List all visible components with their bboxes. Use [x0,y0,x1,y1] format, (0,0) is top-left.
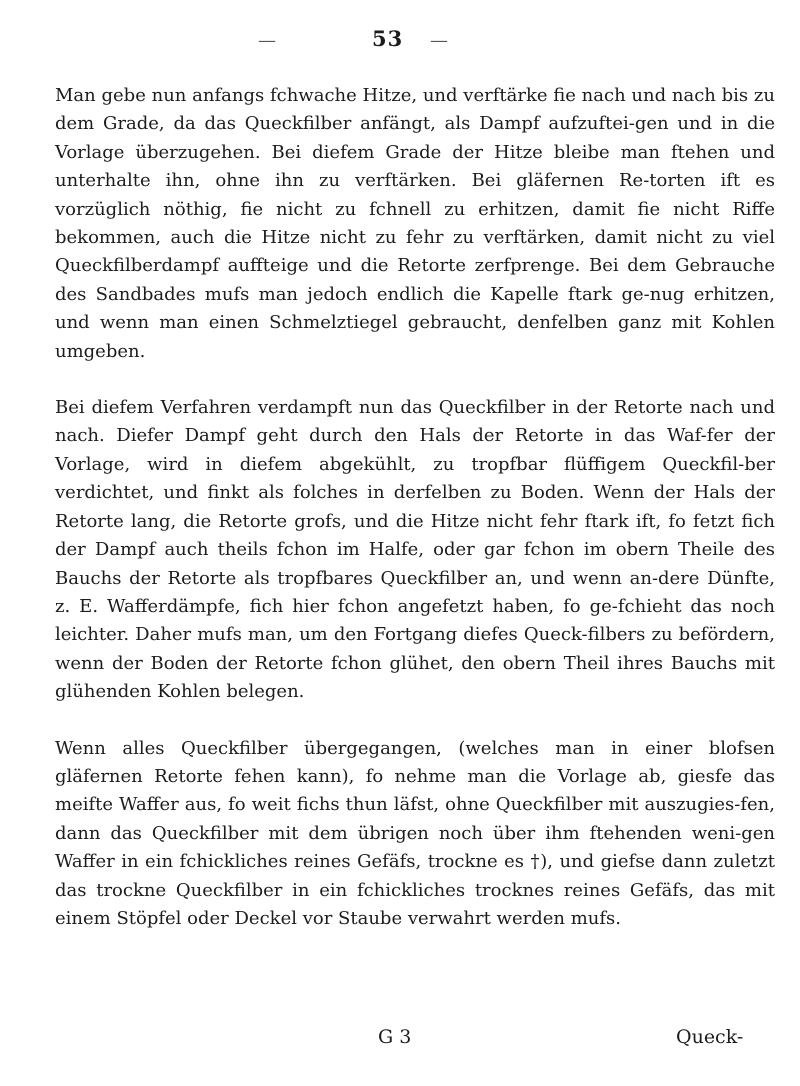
header-dash-right: — [430,30,448,51]
catchword: Queck- [676,1026,744,1048]
body-text [55,82,775,933]
header-dash-left: — [258,30,276,51]
signature-mark: G 3 [378,1026,412,1048]
page-number: 53 [372,26,404,51]
page-footer [0,1026,800,1066]
paragraph-2: Bei diefem Verfahren verdampft nun das Queckfilber in der Retorte nach und nach. Diefer Dampf geht durch den Hals der Retorte in das Waf-fer der Vorlage, wird in diefem abgekühlt, zu tropfbar flüffigem Queckfil-ber verdichtet, und finkt als folches in derfelben zu Boden. Wenn der Hals der Retorte lang, die Retorte grofs, und die Hitze nicht fehr ftark ift, fo fetzt fich der Dampf auch theils fchon im Halfe, oder gar fchon im obern Theile des Bauchs der Retorte als tropfbares Queckfilber an, und wenn an-dere Dünfte, z. E. Wafferdämpfe, fich hier fchon angefetzt haben, fo ge-fchieht das noch leichter. Daher mufs man, um den Fortgang diefes Queck-filbers zu befördern, wenn der Boden der Retorte fchon glühet, den obern Theil ihres Bauchs mit glühenden Kohlen belegen. [55,397,775,703]
paragraph-1: Man gebe nun anfangs fchwache Hitze, und verftärke fie nach und nach bis zu dem Grade, da das Queckfilber anfängt, als Dampf aufzuftei-gen und in die Vorlage überzugehen. Bei diefem Grade der Hitze bleibe man ftehen und unterhalte ihn, ohne ihn zu verftärken. Bei gläfernen Re-torten ift es vorzüglich nöthig, fie nicht zu fchnell zu erhitzen, damit fie nicht Riffe bekommen, auch die Hitze nicht zu fehr zu verftärken, damit nicht zu viel Queckfilberdampf auffteige und die Retorte zerfprenge. Bei dem Gebrauche des Sandbades mufs man jedoch endlich die Kapelle ftark ge-nug erhitzen, und wenn man einen Schmelztiegel gebraucht, denfelben ganz mit Kohlen umgeben. [55,85,775,362]
page-header [0,4,800,52]
paragraph-3: Wenn alles Queckfilber übergegangen, (welches man in einer blofsen gläfernen Retorte fehen kann), fo nehme man die Vorlage ab, giesfe das meifte Waffer aus, fo weit fichs thun läfst, ohne Queckfilber mit auszugies-fen, dann das Queckfilber mit dem übrigen noch über ihm ftehenden weni-gen Waffer in ein fchickliches reines Gefäfs, trockne es †), und giefse dann zuletzt das trockne Queckfilber in ein fchickliches trocknes reines Gefäfs, das mit einem Stöpfel oder Deckel vor Staube verwahrt werden mufs. [55,737,775,929]
